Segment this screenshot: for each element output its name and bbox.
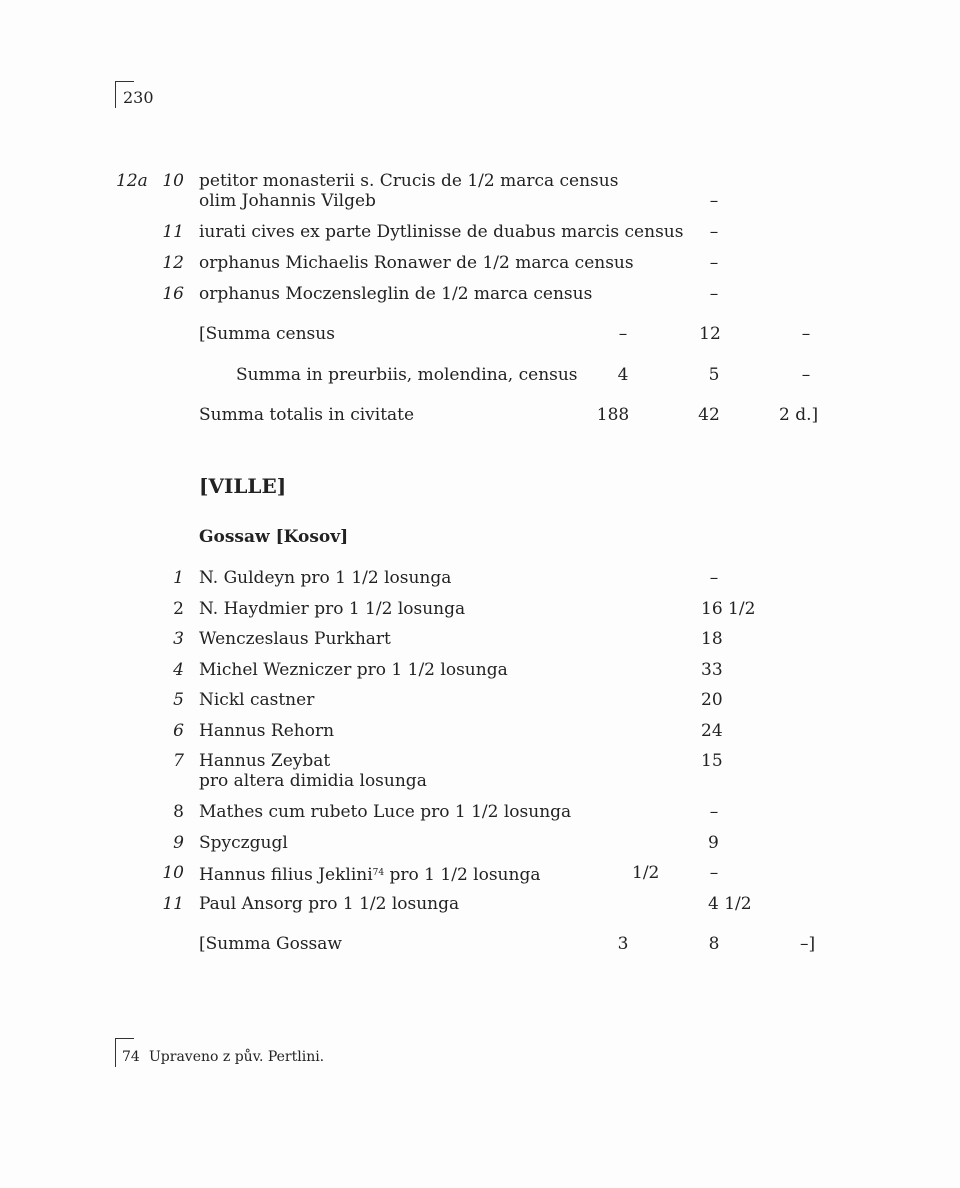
entry-number: 11: [162, 894, 184, 914]
sum-label: [Summa census: [199, 324, 335, 344]
entry-text-part: pro 1 1/2 losunga: [389, 865, 541, 885]
entry-text: [199, 863, 540, 885]
sum-value-col3: –: [801, 365, 811, 385]
entry-text-cont: olim Johannis Vilgeb: [199, 191, 376, 211]
entry-text: Paul Ansorg pro 1 1/2 losunga: [199, 894, 460, 914]
entry-text: petitor monasterii s. Crucis de 1/2 marca census: [199, 171, 619, 191]
entry-value-col2: 4 1/2: [708, 894, 752, 914]
entry-value-col2: –: [709, 863, 719, 883]
footnote-number: 74: [122, 1049, 140, 1065]
entry-value-col2: 9: [708, 833, 719, 853]
entry-text: Spyczgugl: [199, 833, 288, 853]
entry-number: 4: [173, 660, 184, 680]
sum-value-col3: –: [801, 324, 811, 344]
entry-value-col2: 33: [701, 660, 723, 680]
entry-value-col2: –: [709, 191, 719, 211]
sum-label: Summa in preurbiis, molendina, census: [236, 365, 578, 385]
entry-number: 3: [173, 629, 184, 649]
section-heading: [VILLE]: [199, 474, 287, 498]
sum-value-col1: –: [618, 324, 628, 344]
entry-value-col2: 18: [701, 629, 723, 649]
sum-label: [Summa Gossaw: [199, 934, 342, 954]
entry-number: 5: [173, 690, 184, 710]
entry-text: Hannus Zeybat: [199, 751, 331, 771]
section-subheading: Gossaw [Kosov]: [199, 527, 349, 547]
entry-value-col2: 16 1/2: [701, 599, 756, 619]
entry-number: 10: [162, 171, 184, 191]
entry-number: 9: [173, 833, 184, 853]
footnote-text: Upraveno z pův. Pertlini.: [149, 1049, 325, 1065]
entry-number: 12: [162, 253, 184, 273]
entry-text: orphanus Michaelis Ronawer de 1/2 marca census: [199, 253, 634, 273]
entry-number: 1: [173, 568, 184, 588]
entry-number: 10: [162, 863, 184, 883]
page-number: 230: [123, 88, 154, 107]
sum-value-col3: –]: [800, 934, 816, 954]
sum-value-col2: 42: [698, 405, 720, 425]
entry-value-col2: –: [709, 253, 719, 273]
sum-label: Summa totalis in civitate: [199, 405, 415, 425]
entry-value-col2: –: [709, 222, 719, 242]
entry-text: Michel Wezniczer pro 1 1/2 losunga: [199, 660, 508, 680]
sum-value-col2: 5: [708, 365, 720, 385]
entry-value-col2: –: [709, 284, 719, 304]
entry-text: Hannus Rehorn: [199, 721, 335, 741]
entry-value-col1: 1/2: [632, 863, 660, 883]
entry-value-col2: 24: [701, 721, 723, 741]
entry-text-cont: pro altera dimidia losunga: [199, 771, 427, 791]
entry-number: 7: [173, 751, 184, 771]
entry-number: 8: [173, 802, 184, 822]
entry-text: iurati cives ex parte Dytlinisse de duabus marcis census: [199, 222, 684, 242]
entry-number: 2: [173, 599, 184, 619]
sum-value-col1: 3: [617, 934, 629, 954]
entry-text: N. Guldeyn pro 1 1/2 losunga: [199, 568, 452, 588]
entry-value-col2: –: [709, 568, 719, 588]
entry-text-part: Hannus filius Jeklini: [199, 865, 373, 885]
entry-value-col2: 20: [701, 690, 723, 710]
sum-value-col2: 8: [708, 934, 720, 954]
entry-value-col2: 15: [701, 751, 723, 771]
folio-marker: 12a: [116, 171, 148, 191]
entry-text: Nickl castner: [199, 690, 315, 710]
sum-value-col3: 2 d.]: [779, 405, 819, 425]
entry-text: Wenczeslaus Purkhart: [199, 629, 391, 649]
sum-value-col2: 12: [699, 324, 721, 344]
entry-number: 16: [162, 284, 184, 304]
entry-text: N. Haydmier pro 1 1/2 losunga: [199, 599, 466, 619]
entry-number: 11: [162, 222, 184, 242]
entry-value-col2: –: [709, 802, 719, 822]
footnote-ref: 74: [372, 868, 385, 878]
entry-number: 6: [173, 721, 184, 741]
sum-value-col1: 4: [617, 365, 629, 385]
sum-value-col1: 188: [596, 405, 630, 425]
entry-text: orphanus Moczensleglin de 1/2 marca census: [199, 284, 593, 304]
entry-text: Mathes cum rubeto Luce pro 1 1/2 losunga: [199, 802, 572, 822]
